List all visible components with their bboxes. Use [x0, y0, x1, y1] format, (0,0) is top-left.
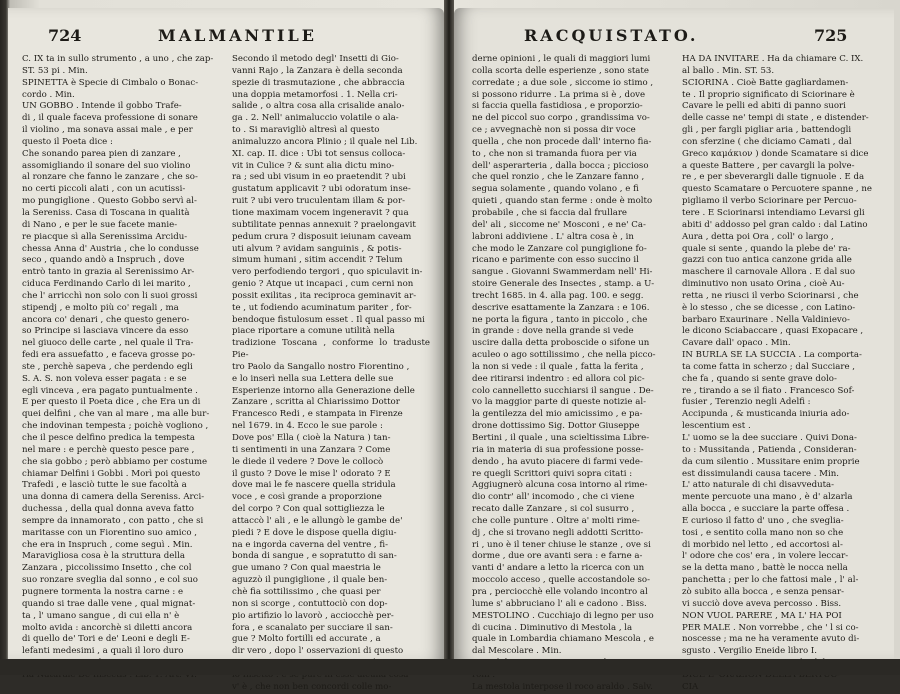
text-line: dir vero , dopo l' osservazioni di questo [232, 646, 404, 657]
text-line: SCIORINA . Cioè Batte gagliardamen- [682, 77, 849, 88]
text-line: che quel ronzio , che le Zanzare fanno , [472, 172, 645, 183]
text-line: tere . E Sciorinarsi intendiamo Levarsi gli [682, 207, 865, 218]
text-line: descrive esattamente la Zanzara : e 106. [472, 302, 650, 313]
text-line: che fa , quando si sente grave dolo- [682, 373, 837, 384]
text-line: UN GOBBO . Intende il gobbo Trafe- [22, 101, 182, 112]
text-line: dio contr' all' incomodo , che ci viene [472, 492, 635, 503]
text-line: trecht 1685. in 4. alla pag. 100. e segg. [472, 290, 644, 301]
text-line: ra ; sed ubi visum in eo praetendit ? ubi [232, 172, 406, 183]
text-line: nel giuoco delle carte , nel quale il Tra- [22, 338, 194, 349]
text-line: ste , perchè sapeva , che perdendo egli [22, 361, 193, 372]
text-line: v' è , che non ben concordi colle mo- [232, 681, 392, 692]
text-line: ta , l' umano sangue , di cui ella n' è [22, 610, 180, 621]
text-line: animaluzzo ancora Plinio ; il quale nel Lib. [232, 136, 418, 147]
text-line: vero perfodiendo tergori , quo spiculavit in- [232, 267, 423, 278]
text-line: subtilitate pennas annexuit ? praelongavit [232, 219, 416, 230]
text-line: re , tirando a se il fiato . Francesco Sof- [682, 385, 855, 396]
text-line: gli , per fargli pigliar aria , battendogli [682, 125, 852, 136]
text-line: spezie di trasmutazione , che abbraccia [232, 77, 405, 88]
text-line: C. IX ta in sullo strumento , a uno , che zap- [22, 54, 214, 64]
text-line: genio ? Atque ut incapaci , cum cerni non [232, 279, 414, 290]
text-line: suo ronzare sveglia dal sonno , e col suo [22, 575, 198, 586]
text-line: re quegli Scrittori quivi sopra citati : [472, 468, 633, 479]
text-line: to . Si maravigliò altresì al questo [232, 125, 380, 136]
text-line: entrò tanto in grazia al Serenissimo Ar- [22, 267, 195, 278]
text-line: Secondo il metodo degl' Insetti di Gio- [232, 54, 399, 64]
text-line: chiamar Delfini i Gobbi . Morì poi questo [22, 468, 201, 479]
text-line: Greco καμάκιον ) donde Scamatare si dice [682, 148, 869, 159]
right-column-1 [472, 54, 668, 694]
text-line: nel mare : e perchè questo pesce pare , [22, 444, 195, 455]
text-line: una doppia metamorfosi . 1. Nella cri- [232, 89, 398, 100]
text-line: re , e per sbeverargli dalle tignuole . E da [682, 172, 865, 183]
text-line: ne del piccol suo corpo , grandissima vo- [472, 113, 650, 124]
text-line: ricano e parimente con esso succino il [472, 255, 639, 266]
text-line: possit exilitas , ita reciproca geminavit ar- [232, 290, 417, 301]
text-line: Trafedi , e lasciò tutte le sue facoltà a [22, 480, 187, 491]
text-line: e lo inserì nella sua Lettera delle sue [232, 373, 394, 384]
text-line: di morbido nel letto , ed accortosi al- [682, 539, 843, 550]
text-line: ciduca Ferdinando Carlo di lei marito , [22, 279, 191, 290]
text-line: colo cannelletto succhiarsi il sangue . De- [472, 385, 654, 396]
text-line: il violino , ma sonava assai male , e per [22, 125, 193, 136]
text-line: gazzi con tuo antica canzone grida alle [682, 255, 852, 266]
text-line: quei delfini , che van al mare , ma alle bur- [22, 409, 210, 420]
text-line: che modo le Zanzare col pungiglione fo- [472, 243, 647, 254]
text-line: ria in materia di sua professione posse- [472, 444, 644, 455]
text-line: vanti d' andare a letto la ricerca con un [472, 563, 645, 574]
text-line: questo Scamatare o Percuotere spanne , ne [682, 184, 872, 195]
text-line: bendoque fistulosum esset . Il qual passo mi [232, 314, 425, 325]
text-line: uscire dalla detta proboscide o sifone un [472, 338, 650, 349]
left-page [8, 8, 444, 692]
text-line: questo il Poeta dice : [22, 136, 113, 147]
text-line: fedi era assuefatto , e faceva grosse po- [22, 350, 196, 361]
text-line: tro Paolo da Sangallo nostro Fiorentino , [232, 361, 410, 372]
text-line: NON VUOL PARERE , MA L' HA POI [682, 610, 842, 621]
text-line: gue umano ? Con qual maestria le [232, 563, 381, 574]
text-line: Aggiugnerò alcuna cosa intorno al rime- [472, 480, 648, 491]
text-line: lescentium est . [682, 421, 751, 432]
text-line: uti alvum ? avidam sanguinis , & potis- [232, 243, 402, 254]
text-line: sempre da innamorato , con patto , che si [22, 515, 204, 526]
text-line: che era in Inspruch , come seguì . Min. [22, 539, 193, 550]
text-line: quale si sente , quando la plebe de' ra- [682, 243, 851, 254]
text-line: una donna di camera della Sereniss. Arci- [22, 492, 205, 503]
text-line: L' uomo se la dee succiare . Quivi Dona- [682, 433, 857, 443]
text-line: vit in Culice ? & sunt alia dictu mino- [232, 160, 395, 171]
text-line: è lo stesso , che se dicesse , con Latino- [682, 302, 856, 313]
text-line: te . Il proprio significato di Sciorinare è [682, 89, 855, 100]
text-line: stoire Generale des Insectes , stamp. a U- [472, 279, 655, 290]
text-line: dove mai le fe nascere quella stridula [232, 480, 396, 491]
text-line: Cavare dall' opaco . Min. [682, 338, 791, 349]
text-line: nel 1679. in 4. Ecco le sue parole : [232, 421, 383, 432]
text-line: di quello de' Tori e de' Leoni e degli E- [22, 634, 190, 645]
text-line: quieti , quando stan ferme : onde è molto [472, 196, 653, 207]
text-line: ancora co' denari , che questo genero- [22, 314, 190, 325]
text-line: Cavare le pelli ed abiti di panno suori [682, 101, 846, 112]
text-line: da cum silentio . Mussitare enim proprie [682, 456, 860, 467]
text-line: noscesse ; ma ne ha veramente avuto di- [682, 634, 860, 645]
text-line: la non si vede : il quale , fatta la ferita , [472, 361, 644, 372]
text-line: CIA [682, 681, 699, 692]
text-line: al ballo . Min. ST. 53. [682, 65, 775, 76]
text-line: si possono ridurre . La prima si è , dove [472, 89, 646, 100]
text-line: la gentilezza del mio amicissimo , e pa- [472, 409, 643, 420]
text-line: vo la maggior parte di queste notizie al- [472, 397, 646, 408]
text-line: E curioso il fatto d' uno , che sveglia- [682, 515, 844, 526]
text-line: HA DA INVITARE . Ha da chiamare C. IX. [682, 54, 864, 64]
text-line: drone dottissimo Sig. Dottor Giuseppe [472, 421, 640, 432]
text-line: tosi , e sentito colla mano non so che [682, 527, 844, 538]
text-line: Bertini , il quale , una scieltissima Libre- [472, 433, 650, 443]
text-line: a queste Battere , per cavargli la polve- [682, 160, 855, 171]
text-line: bonda di sangue , e sopratutto di san- [232, 551, 397, 562]
text-line: del corpo ? Con qual sottigliezza le [232, 504, 385, 515]
text-line: tione maximam vocem ingeneravit ? qua [232, 207, 409, 218]
text-line: alla bocca , e succiare la parte offesa . [682, 504, 850, 515]
text-line: ST. 53 pi . Min. [22, 65, 88, 76]
text-line: di Nano , e per le sue facete manie- [22, 219, 178, 230]
text-line: che sia gobbo ; però abbiamo per costume [22, 456, 208, 467]
left-column-2 [232, 54, 430, 694]
text-line: te , ut fodiendo acuminatum pariter , for- [232, 302, 412, 313]
text-line: duchessa , della qual donna aveva fatto [22, 504, 194, 515]
text-line: Esperienze intorno alla Generazione delle [232, 385, 415, 396]
text-line: in grande : dove nella grande si vede [472, 326, 634, 337]
right-column-2 [682, 54, 878, 694]
text-line: salide , o altra cosa alla crisalide analo- [232, 101, 405, 112]
text-line: dee ritirarsi indentro : ed allora col pic- [472, 373, 645, 384]
text-line: delle casse ne' tempi di state , e distender- [682, 113, 869, 124]
text-line: re piacque sì alla Serenissima Arcidu- [22, 231, 188, 242]
text-line: panchetta ; per lo che fattosi male , l' al- [682, 575, 859, 586]
text-line: che il pesce delfino predica la tempesta [22, 433, 196, 443]
text-line: barbaro Exaurinare . Nella Valdinievo- [682, 314, 850, 325]
text-line: del' ali , siccome ne' Mosconi , e ne' Ca- [472, 219, 646, 230]
text-line: vanni Rajo , la Zanzara è della seconda [232, 65, 403, 76]
text-line: Maravigliosa cosa è la struttura della [22, 551, 185, 562]
text-line: pio artifizio lo lavorò , acciocchè per- [232, 610, 394, 621]
bottom-shadow [0, 659, 900, 675]
text-line: zò subito alla bocca , e senza pensar- [682, 586, 844, 597]
text-line: gustatum applicavit ? ubi odoratum inse- [232, 184, 411, 195]
text-line: MESTOLINO . Cucchiajo di legno per uso [472, 610, 654, 621]
text-line: mente percuote una mano , è d' alzarla [682, 492, 853, 503]
text-line: Accipunda , & musticanda iniuria ado- [682, 409, 850, 420]
text-line: pedum crura ? disposuit ieiunam caveam [232, 231, 412, 242]
text-line: retta , ne riusci il verbo Sciorinarsi , che [682, 290, 859, 301]
text-line: abiti d' addosso pel gran caldo : dal Latino [682, 219, 868, 230]
text-line: quella , che non procede dall' interno fia- [472, 136, 652, 147]
text-line: al ronzare che fanno le zanzare , che so- [22, 172, 198, 183]
text-line: simum humani , sitim accendit ? Telum [232, 255, 403, 266]
text-line: aculeo o ago sottilissimo , che nella picco- [472, 350, 656, 361]
text-line: lume s' abbruciano l' ali e cadono . Biss. [472, 598, 647, 609]
text-line: dell' asperarteria , dalla bocca ; piccioso [472, 160, 649, 171]
text-line: Zanzare , scritta al Chiarissimo Dottor [232, 397, 400, 408]
text-line: Zanzara , piccolissimo Insetto , che col [22, 563, 192, 574]
text-line: fora , e scanalato per succiare il san- [232, 622, 393, 633]
text-line: dendo , ha avuto piacere di farmi vede- [472, 456, 643, 467]
text-line: labroni addiviene . L' altra cosa è , in [472, 231, 634, 242]
text-line: dal Mescolare . Min. [472, 646, 562, 657]
text-line: mo pungiglione . Questo Gobbo servì al- [22, 196, 197, 207]
text-line: pra , perciocchè elle volando incontro al [472, 586, 648, 597]
right-page [454, 8, 894, 692]
text-line: est dissimulandi causa tacere . Min. [682, 468, 839, 479]
text-line: non si scorge , contuttociò con dop- [232, 598, 388, 609]
text-line: se la detta mano , battè le nocca nella [682, 563, 848, 574]
left-column-1 [22, 54, 218, 682]
running-head-right: RACQUISTATO. [524, 26, 699, 45]
text-line: sangue . Giovanni Swammerdam nell' Hi- [472, 267, 653, 278]
text-line: piedi ? E dove le dispose quella digiu- [232, 527, 397, 538]
text-line: le diede il vedere ? Dove le collocò [232, 456, 384, 467]
text-line: assomigliando il sonare del suo violino [22, 160, 191, 171]
text-line: egli vinceva , era pagato puntualmente . [22, 385, 198, 396]
text-line: sgusto . Vergilio Eneide libro I. [682, 646, 818, 657]
text-line: ga . 2. Nell' animaluccio volatile o ala- [232, 113, 399, 124]
text-line: Che sonando parea pien di zanzare , [22, 148, 181, 159]
text-line: voce , e così grande a proporzione [232, 492, 382, 503]
text-line: si faccia quella fastidiosa , e proporzio- [472, 101, 643, 112]
text-line: Francesco Redi , e stampata in Firenze [232, 409, 403, 420]
text-line: il gusto ? Dove le mise l' odorato ? E [232, 468, 391, 479]
text-line: ne porta la figura , tanto in piccolo , che [472, 314, 648, 325]
text-line: la Sereniss. Casa di Toscana in qualità [22, 207, 190, 218]
text-line: moccolo acceso , quelle accostandole so- [472, 575, 651, 586]
text-line: pugnere tormenta la nostra carne : e [22, 586, 184, 597]
text-line: ri , uno è il tener chiuse le stanze , ove si [472, 539, 651, 550]
text-line: L' atto naturale di chi disavveduta- [682, 480, 835, 491]
text-line: cordo . Min. [22, 89, 75, 100]
page-number-right: 725 [814, 26, 848, 45]
text-line: colla scorta delle esperienze , sono state [472, 65, 649, 76]
text-line: recato dalle Zanzare , si col susurro , [472, 504, 635, 515]
text-line: so Principe si lasciava vincere da esso [22, 326, 189, 337]
text-line: chè fia sottilissimo , che quasi per [232, 586, 381, 597]
text-line: Dove pos' Ella ( cioè la Natura ) tan- [232, 433, 391, 443]
text-line: stipendj , e molto più co' regali , ma [22, 302, 179, 313]
text-line: diminutivo non usato Orina , cioè Au- [682, 279, 845, 290]
text-line: con sferzine ( che diciamo Camati , dal [682, 136, 852, 147]
text-line: maschere il carnovale Allora . E dal suo [682, 267, 856, 278]
text-line: no certi piccoli alati , con un acutissi- [22, 184, 186, 195]
text-line: probabile , che si faccia dal frullare [472, 207, 628, 218]
text-line: seco , quando andò a Inspruch , dove [22, 255, 185, 266]
text-line: segua solamente , quando volano , e fi [472, 184, 639, 195]
text-line: attaccò l' ali , e le allungò le gambe de' [232, 515, 403, 526]
text-line: le dicono Sciabaccare , quasi Exopacare , [682, 326, 864, 337]
text-line: IN BURLA SE LA SUCCIA . La comporta- [682, 350, 862, 361]
text-line: chessa Anna d' Austria , che lo condusse [22, 243, 199, 254]
text-line: tradizione Toscana , conforme lo traduste Pie- [232, 338, 430, 361]
text-line: La mestola interpose il roco araldo . Salv. [472, 681, 653, 692]
text-line: che colle punture . Oltre a' molti rime- [472, 515, 640, 526]
text-line: XI. cap. II. dice : Ubi tot sensus colloca- [232, 148, 406, 159]
text-line: maritasse con un Fiorentino suo amico , [22, 527, 197, 538]
text-line: fusier , Terenzio negli Adelfi : [682, 397, 811, 408]
text-line: to : Mussitanda , Patienda , Consideran- [682, 444, 857, 455]
text-line: E per questo il Poeta dice , che Era un di [22, 397, 201, 408]
text-line: dorme , due ore avanti sera : e farne a- [472, 551, 643, 562]
text-line: derne opinioni , le quali di maggiori lumi [472, 54, 651, 64]
text-line: che indovinan tempesta ; poichè vogliono , [22, 421, 209, 432]
text-line: ta come fatta in scherzo ; dal Succiare , [682, 361, 856, 372]
text-line: che l' arricchì non solo con li suoi grossi [22, 290, 198, 301]
text-line: l' odore che cos' era , in volere leccar- [682, 551, 849, 562]
text-line: vi succiò dove aveva percosso . Biss. [682, 598, 842, 609]
text-line: gue ? Molto fortilli ed accurate , a [232, 634, 381, 645]
text-line: SPINETTA è Specie di Cimbalo o Bonac- [22, 77, 199, 88]
text-line: PER MALE . Non vorrebbe , che ' l si co- [682, 622, 859, 633]
text-line: ti sentimenti in una Zanzara ? Come [232, 444, 391, 455]
text-line: S. A. S. non voleva esser pagata : e se [22, 373, 187, 384]
text-line: quale in Lombardia chiamano Mescola , e [472, 634, 654, 645]
text-line: di cucina . Diminutivo di Mestola , la [472, 622, 633, 633]
book-gutter [444, 0, 454, 675]
text-line: to , che non si tramanda fuora per via [472, 148, 637, 159]
page-number-left: 724 [48, 26, 82, 45]
text-line: ce ; avvegnachè non si possa dir voce [472, 125, 636, 136]
text-line: ruit ? ubi vero truculentam illam & por- [232, 196, 405, 207]
text-line: lefanti medesimi , a quali il loro duro [22, 646, 184, 657]
text-line: aguzzò il pungiglione , il quale ben- [232, 575, 388, 586]
text-line: corredate ; a due sole , siccome io stimo , [472, 77, 654, 88]
text-line: quando si trae dalle vene , qual mignat- [22, 598, 196, 609]
text-line: di , il quale faceva professione di sonare [22, 113, 198, 124]
running-head-left: MALMANTILE [158, 26, 317, 45]
text-line: molto avida : ancorchè si diletti ancora [22, 622, 193, 633]
text-line: Aura , detta poi Ora , coll' o largo , [682, 231, 834, 242]
text-line: dj , che si trovano negli addotti Scritto- [472, 527, 644, 538]
text-line: pigliamo il verbo Sciorinare per Percuo- [682, 196, 857, 207]
text-line: piace riportare a comune utilità nella [232, 326, 395, 337]
text-line: na e ingorda caverna del ventre , fi- [232, 539, 389, 550]
